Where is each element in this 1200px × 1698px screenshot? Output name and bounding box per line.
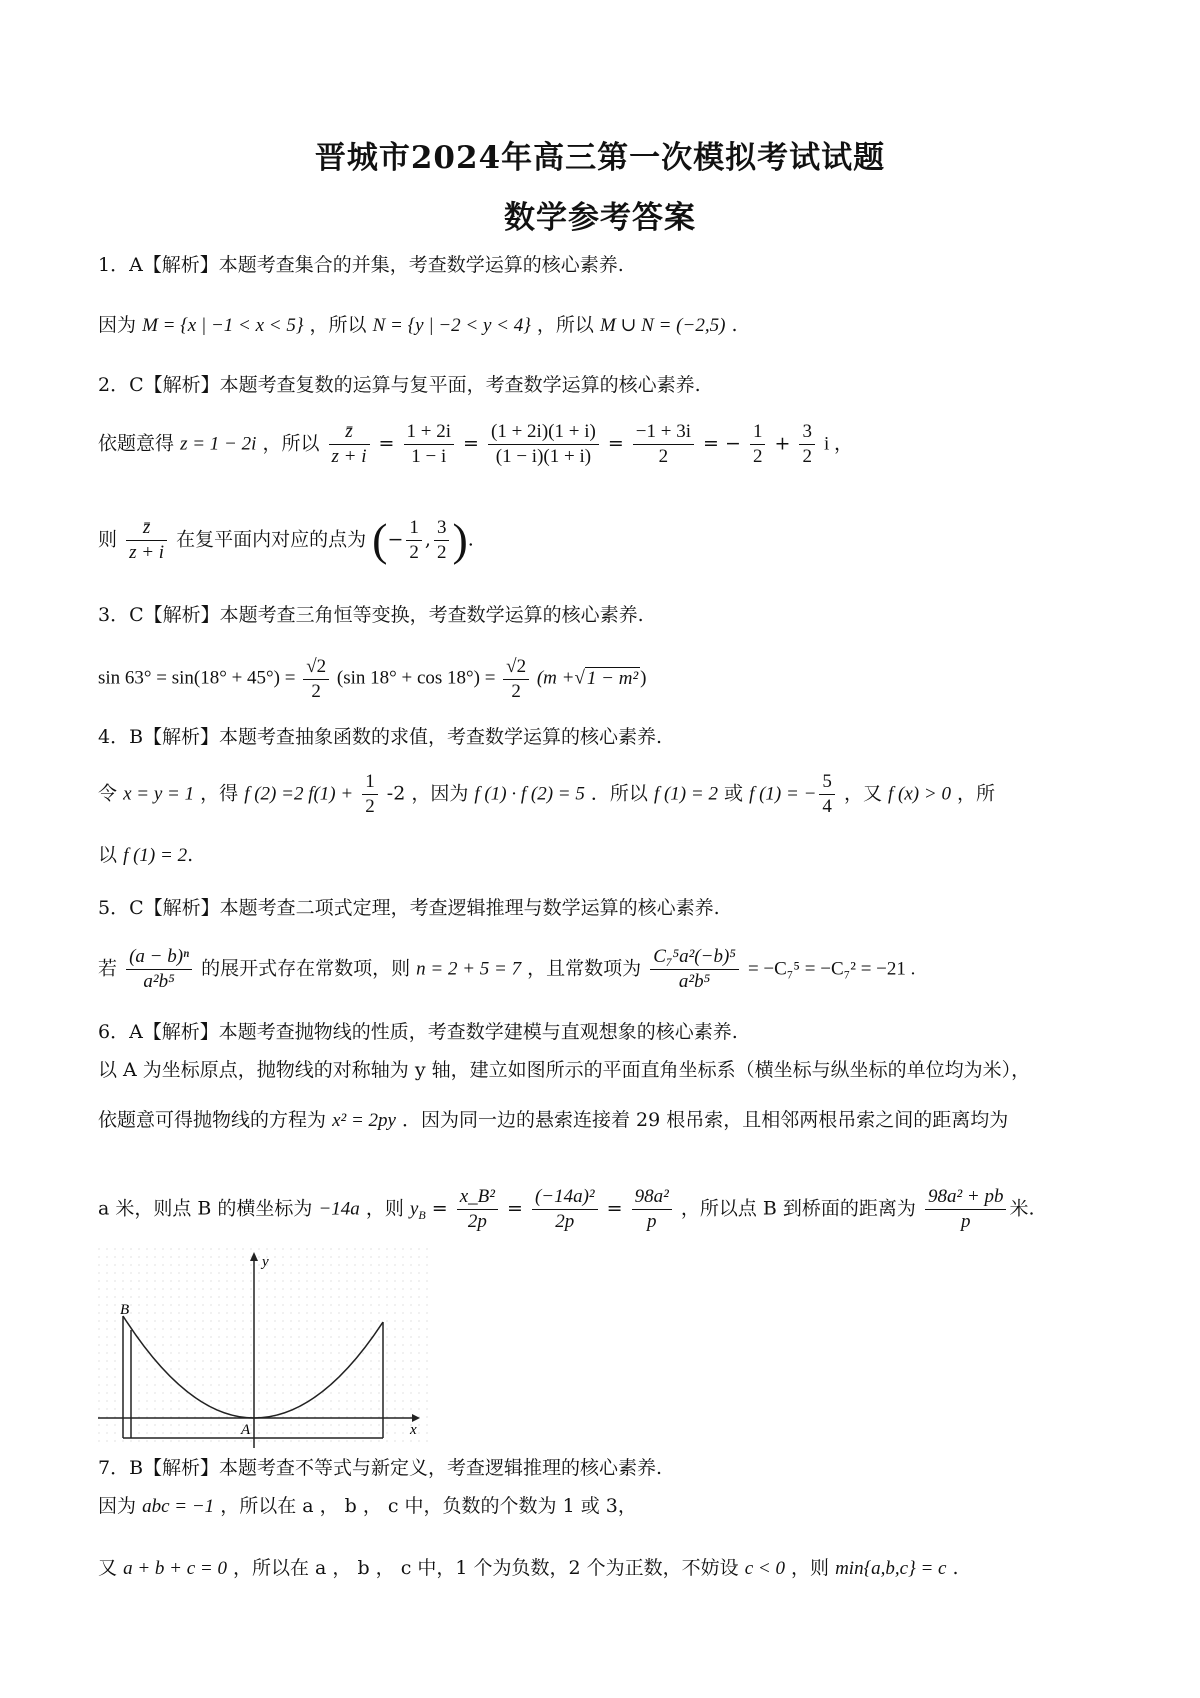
q7-text-c: 又 — [98, 1557, 118, 1579]
q4-text-g: 以 — [98, 844, 118, 866]
q2-line1: 依题意得 z = 1 − 2i ，所以 $\frac{z̄}{z + i}$ = $\frac{1 + 2i}{1 - i}$ = $\frac{(1 + 2i)(1 + i)}{(1 - i)(1 + i)}$ = $\frac{-1 + 3i}{2}$ = − $\frac{1}{2}$ + $\frac{3}{2}$ i ， — [98, 421, 854, 467]
y-axis-label: y — [262, 1254, 269, 1270]
q2-frac-1: $\frac{z̄}{z + i}$ — [329, 420, 370, 469]
q6-heading: 6．A【解析】本题考查抛物线的性质，考查数学建模与直观想象的核心素养. — [98, 1021, 738, 1043]
q4-text-c: -2 ，因为 — [386, 782, 469, 805]
q6-yb: y — [409, 1198, 419, 1220]
q1-text-c: ，所以 — [536, 314, 594, 336]
q7-sum: a + b + c = 0 — [123, 1558, 227, 1579]
q4-line2 — [98, 845, 193, 867]
q1-text-b: ，所以 — [309, 314, 367, 336]
page-subtitle: 数学参考答案 — [504, 200, 696, 236]
q3-text-c: (m + — [536, 667, 575, 689]
q6-text-f: 米. — [1009, 1197, 1035, 1220]
q6-frac-3: $\frac{\text{98a²}}{p}$ — [632, 1185, 672, 1234]
q2-paren-close: ) — [452, 514, 468, 565]
q4-text-f: ，所 — [957, 782, 996, 805]
q1-set-m: M = {x | −1 < x < 5} — [142, 315, 304, 336]
q1-end: . — [731, 314, 738, 336]
q2-heading: 2．C【解析】本题考查复数的运算与复平面，考查数学运算的核心素养. — [98, 374, 701, 396]
q7-product: abc = −1 — [142, 1496, 215, 1517]
q7-text-e: ，则 — [791, 1557, 830, 1579]
q3-text-b: (sin 18° + cos 18°) = — [336, 667, 496, 689]
q6-frac-4: $\frac{\text{98a² + pb}}{p}$ — [925, 1185, 1007, 1234]
q3-frac-2: $\frac{√2}{2}$ — [503, 655, 529, 704]
q6-text-b: ．因为同一边的悬索连接着 29 根吊索，且相邻两根吊索之间的距离均为 — [402, 1109, 1009, 1131]
q6-bx: −14a — [318, 1198, 360, 1220]
q5-result: = −C₇⁵ = −C₇² = −21 . — [747, 958, 916, 980]
q5-frac-expr: $\frac{\text{(a − b)ⁿ}}{\text{a²b⁵}}$ — [126, 945, 192, 994]
q2-text-a: 依题意得 — [98, 432, 175, 455]
q7-c-neg: c < 0 — [744, 1558, 785, 1579]
q1-set-n: N = {y | −2 < y < 4} — [372, 315, 531, 336]
q7-text-d: ，所以在 a ， b ， c 中，1 个为负数，2 个为正数，不妨设 — [233, 1557, 739, 1579]
q2-frac-5: $\frac{1}{2}$ — [750, 420, 766, 469]
q4-f1-b: f (1) = − — [749, 783, 817, 805]
page-title: 晋城市2024年高三第一次模拟考试试题 — [314, 140, 886, 176]
q7-end: . — [952, 1557, 959, 1579]
q5-text-a: 若 — [98, 957, 118, 980]
q4-f1-a: f (1) = 2 — [653, 783, 718, 805]
q2-frac-4: $\frac{-1 + 3i}{2}$ — [633, 420, 694, 469]
q3-text-d: ) — [640, 667, 647, 689]
q7-line2 — [98, 1558, 959, 1580]
q6-line3: a 米，则点 B 的横坐标为 −14a ，则 $y_B$ = $\frac{\text{x\_B²}}{2p}$ = $\frac{\text{(−14a)²}}{2p}$ = $\frac{\text{98a²}}{p}$ ，所以点 B 到桥面的距离为 $\frac{\text{98a² + pb}}{p}$ 米. — [98, 1186, 1035, 1232]
q3-heading: 3．C【解析】本题考查三角恒等变换，考查数学运算的核心素养. — [98, 604, 644, 626]
parabola-figure — [98, 1248, 428, 1448]
q4-positive: f (x) > 0 — [888, 783, 951, 805]
q4-frac-54: $\frac{5}{4}$ — [819, 770, 835, 819]
q4-f2: f (2) =2 f(1) + — [244, 783, 354, 805]
q4-result: f (1) = 2 — [123, 845, 188, 866]
q2-frac-6: $\frac{3}{2}$ — [799, 420, 815, 469]
q4-prod: f (1) · f (2) = 5 — [474, 783, 585, 805]
q1-text-a: 因为 — [98, 314, 137, 336]
q5-text-b: 的展开式存在常数项，则 — [201, 957, 411, 980]
q4-heading: 4．B【解析】本题考查抽象函数的求值，考查数学运算的核心素养. — [98, 726, 663, 748]
q2-text-then: 则 — [98, 528, 118, 551]
q4-frac-half: $\frac{1}{2}$ — [362, 770, 378, 819]
q2-tail: i ， — [824, 433, 854, 455]
q4-text-a: 令 — [98, 782, 118, 805]
q1-line — [98, 315, 738, 337]
q4-or: 或 — [724, 782, 744, 805]
q4-end: . — [187, 844, 194, 866]
q7-line1 — [98, 1496, 637, 1518]
q5-text-c: ，且常数项为 — [527, 957, 642, 980]
q7-heading: 7．B【解析】本题考查不等式与新定义，考查逻辑推理的核心素养. — [98, 1457, 663, 1479]
q1-heading: 1．A【解析】本题考查集合的并集，考查数学运算的核心素养. — [98, 254, 624, 276]
q2-z: z = 1 − 2i — [180, 433, 257, 455]
q6-frac-1: $\frac{\text{x\_B²}}{2p}$ — [457, 1185, 498, 1234]
q4-xy: x = y = 1 — [123, 783, 195, 805]
q7-text-b: ，所以在 a ， b ， c 中，负数的个数为 1 或 3， — [220, 1495, 637, 1517]
q5-heading: 5．C【解析】本题考查二项式定理，考查逻辑推理与数学运算的核心素养. — [98, 897, 720, 919]
q4-text-d: ．所以 — [590, 782, 648, 805]
q6-equation: x² = 2py — [332, 1110, 396, 1131]
point-b-label: B — [120, 1302, 130, 1318]
q6-line1: 以 A 为坐标原点，抛物线的对称轴为 y 轴，建立如图所示的平面直角坐标系（横坐标与纵坐标的单位均为米）， — [98, 1059, 1031, 1081]
q6-line2 — [98, 1110, 1008, 1132]
q3-line: sin 63° = sin(18° + 45°) = $\frac{√2}{2}$ (sin 18° + cos 18°) = $\frac{√2}{2}$ (m +√ 1 − m² ) — [98, 656, 647, 702]
q6-text-c: a 米，则点 B 的横坐标为 — [98, 1197, 313, 1220]
q2-point-x: $\frac{1}{2}$ — [406, 516, 422, 565]
q4-text-e: ，又 — [843, 782, 882, 805]
q6-text-a: 依题意可得抛物线的方程为 — [98, 1109, 327, 1131]
q2-text-point: 在复平面内对应的点为 — [176, 528, 367, 551]
q2-frac-7: $\frac{z̄}{z + i}$ — [126, 516, 167, 565]
x-axis-label: x — [410, 1422, 417, 1438]
q6-frac-2: $\frac{\text{(−14a)²}}{2p}$ — [532, 1185, 598, 1234]
q3-sqrt: 1 − m² — [586, 667, 639, 689]
q6-yb-sub: B — [418, 1208, 426, 1223]
q2-paren-open: ( — [372, 514, 388, 565]
q2-point-y: $\frac{3}{2}$ — [434, 516, 450, 565]
q6-text-d: ，则 — [365, 1197, 404, 1220]
q5-n: n = 2 + 5 = 7 — [416, 958, 522, 980]
q7-min: min{a,b,c} = c — [835, 1558, 947, 1579]
q4-text-b: ，得 — [200, 782, 239, 805]
point-a-label: A — [241, 1422, 251, 1438]
q3-frac-1: $\frac{√2}{2}$ — [303, 655, 329, 704]
q2-text-b: ，所以 — [262, 432, 320, 455]
q3-text-a: sin 63° = sin(18° + 45°) = — [98, 667, 296, 689]
q5-frac-term: $\frac{\text{C₇⁵a²(−b)⁵}}{\text{a²b⁵}}$ — [650, 945, 739, 994]
q5-line — [98, 945, 915, 994]
q4-line1 — [98, 770, 995, 819]
q2-frac-3: $\frac{(1 + 2i)(1 + i)}{(1 - i)(1 + i)}$ — [488, 420, 599, 469]
q2-frac-2: $\frac{1 + 2i}{1 - i}$ — [404, 420, 455, 469]
q2-line2: 则 $\frac{z̄}{z + i}$ 在复平面内对应的点为 (− $\frac{1}{2}$ , $\frac{3}{2}$ ). — [98, 514, 474, 565]
q6-text-e: ，所以点 B 到桥面的距离为 — [680, 1197, 916, 1220]
q7-text-a: 因为 — [98, 1495, 137, 1517]
q1-union: M ∪ N = (−2,5) — [599, 315, 726, 336]
